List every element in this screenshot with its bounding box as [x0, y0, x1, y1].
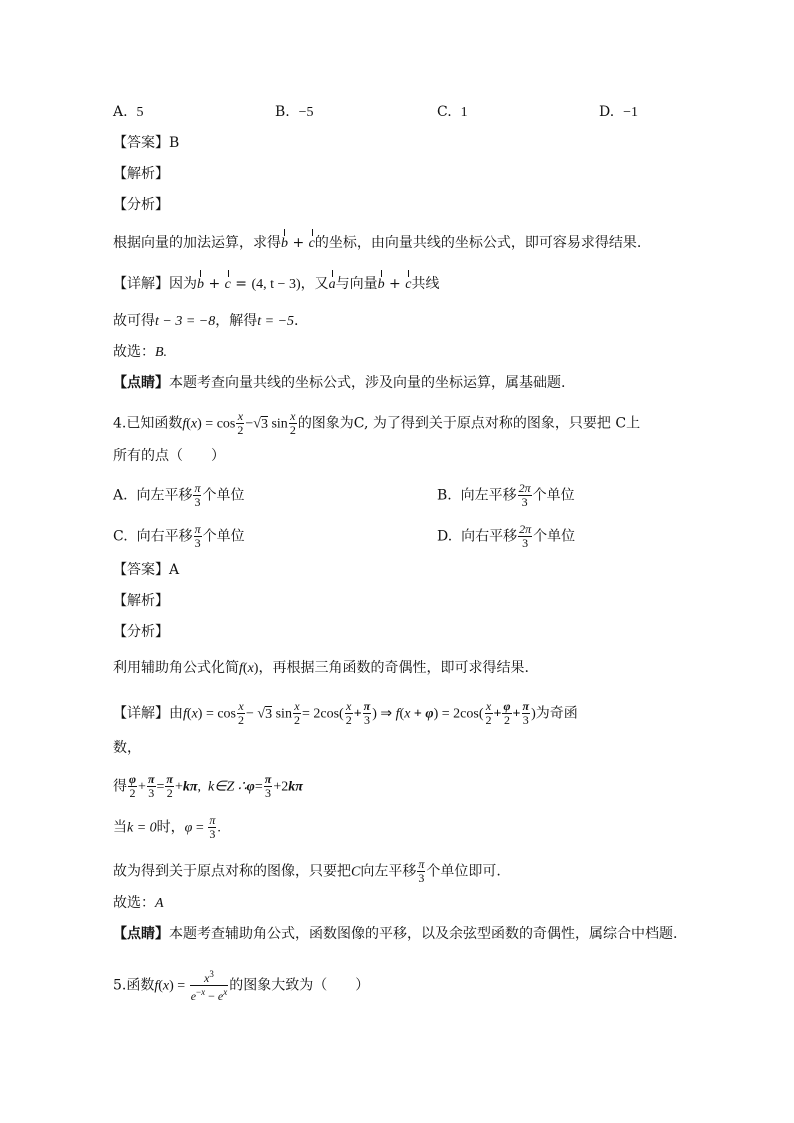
q3-option-c: C. 1: [437, 104, 468, 120]
q4-stem: 4.已知函数f(x) = cos $\frac{x}{2}$ −√3 sin $\frac{x}{2}$ 的图象为C, 为了得到关于原点对称的图象，只要把 C上: [113, 409, 641, 437]
q4-conclusion: 故为得到关于原点对称的图像，只要把C向左平移 $\frac{\pi}{3}$ 个单位即可.: [113, 857, 501, 885]
q4-stem-line2: 所有的点（ ）: [113, 448, 225, 464]
q5-stem: 5.函数f(x) = $\frac{x^3}{e^{-x} - e^x}$ 的图象大致为（ ）: [113, 969, 370, 1003]
q4-jiexi-heading: 【解析】: [113, 593, 169, 609]
q4-choose: 故选：A: [113, 895, 164, 911]
q4-option-c: C. 向右平移 $\frac{\pi}{3}$ 个单位: [113, 522, 245, 550]
q3-option-d: D. −1: [599, 104, 638, 120]
q4-analysis: 利用辅助角公式化简f(x)，再根据三角函数的奇偶性，即可求得结果.: [113, 660, 529, 676]
q4-option-d: D. 向右平移 $\frac{2\pi}{3}$ 个单位: [437, 522, 576, 550]
q4-option-b: B. 向左平移 $\frac{2\pi}{3}$ 个单位: [437, 481, 575, 509]
q3-analysis: 根据向量的加法运算，求得b + c的坐标，由向量共线的坐标公式，即可容易求得结果.: [113, 233, 641, 254]
q3-option-b: B. −5: [275, 104, 314, 120]
q3-option-a: A. 5: [113, 104, 144, 120]
q4-detail-line2: 数，: [113, 740, 141, 756]
q4-answer: 【答案】A: [113, 562, 180, 578]
q4-comment: 【点睛】本题考查辅助角公式，函数图像的平移，以及余弦型函数的奇偶性，属综合中档题.: [113, 926, 678, 942]
q3-answer: 【答案】B: [113, 135, 180, 151]
q3-fenxi-heading: 【分析】: [113, 197, 169, 213]
q3-solve: 故可得t − 3 = −8，解得t = −5.: [113, 313, 299, 329]
q4-when: 当k = 0时，φ = $\frac{\pi}{3}$ .: [113, 813, 221, 841]
q3-detail: 【详解】因为b + c = (4, t − 3)，又a与向量b + c共线: [113, 274, 439, 295]
q4-detail: 【详解】由f(x) = cos $\frac{x}{2}$ − √3 sin $\frac{x}{2}$ = 2cos( $\frac{x}{2}$ + $\frac{\pi}{3}$ ) ⇒ f(x + φ) = 2cos( $\frac{x}{2}$ + $\frac{\varphi}{2}$ + $\frac{\pi}{3}$ )为奇函: [113, 699, 578, 727]
q3-jiexi-heading: 【解析】: [113, 166, 169, 182]
q4-fenxi-heading: 【分析】: [113, 624, 169, 640]
q3-comment: 【点睛】本题考查向量共线的坐标公式，涉及向量的坐标运算，属基础题.: [113, 375, 566, 391]
q3-choose: 故选：B.: [113, 344, 168, 360]
q4-option-a: A. 向左平移 $\frac{\pi}{3}$ 个单位: [113, 481, 245, 509]
q4-step: 得 $\frac{\varphi}{2}$ + $\frac{\pi}{3}$ = $\frac{\pi}{2}$ +kπ, k∈Z ∴φ= $\frac{\pi}{3}$ +2kπ: [113, 772, 303, 800]
